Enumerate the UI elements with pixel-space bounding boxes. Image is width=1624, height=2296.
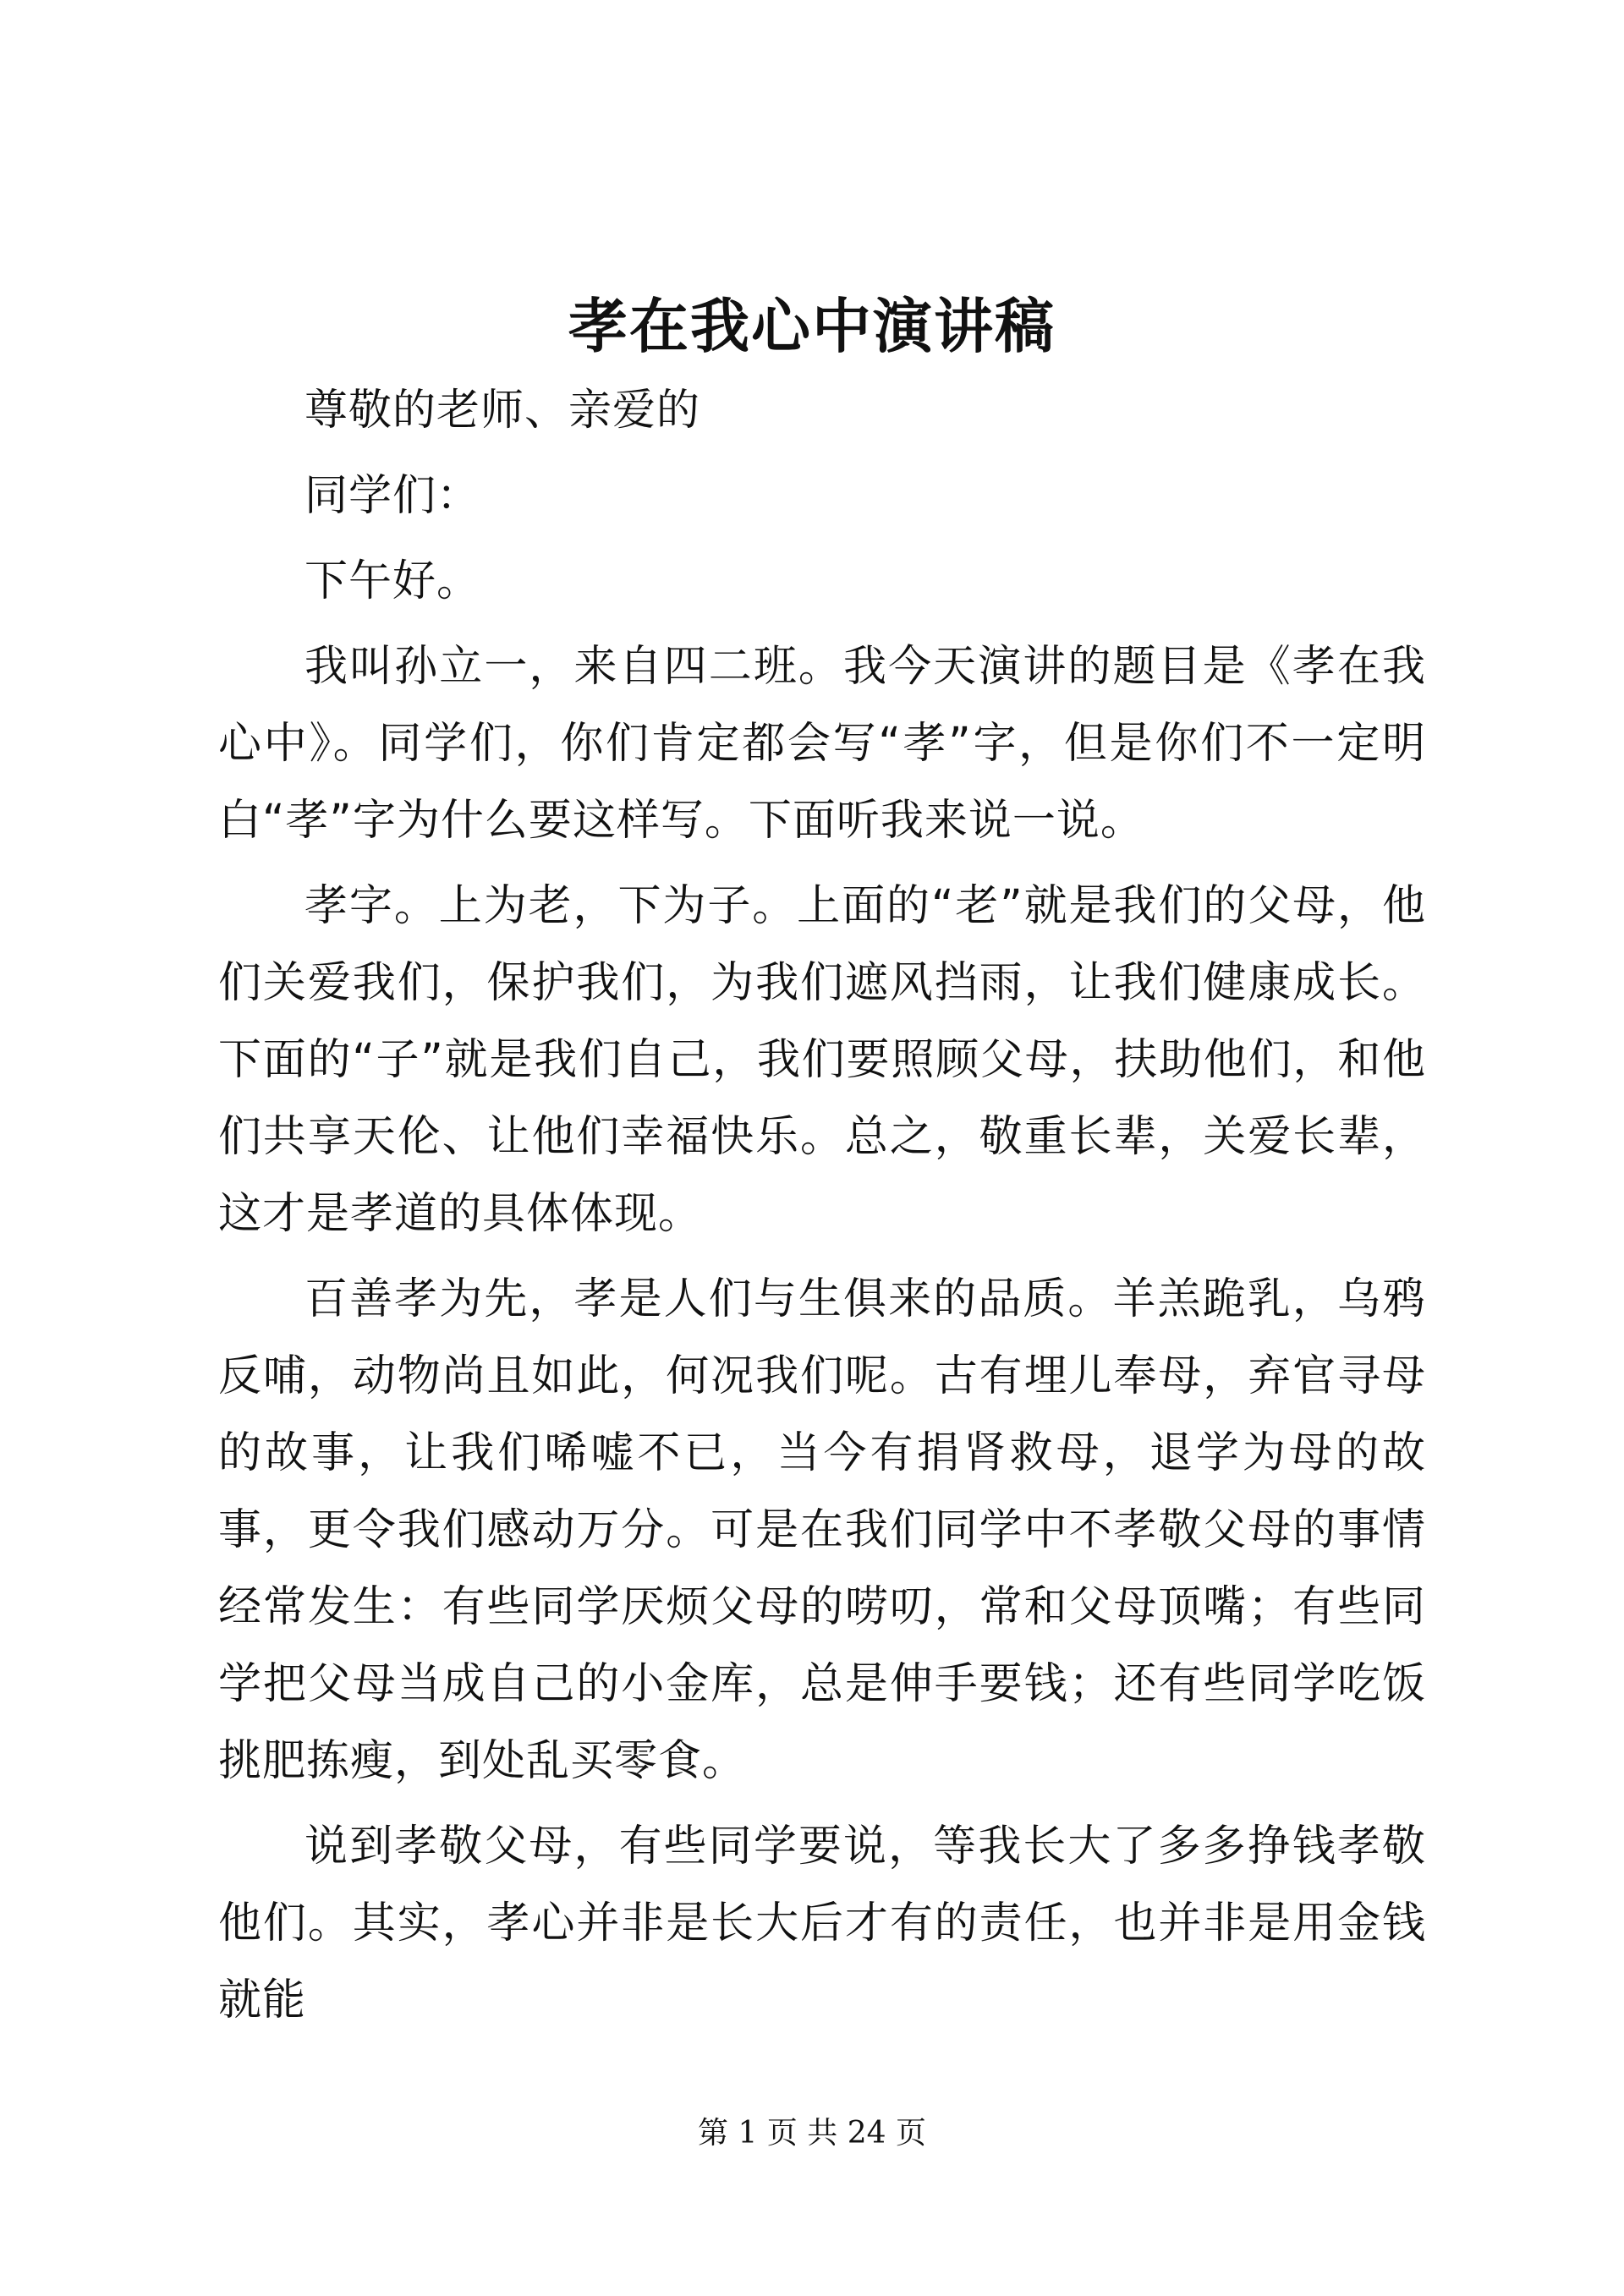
paragraph-responsibility: 说到孝敬父母，有些同学要说，等我长大了多多挣钱孝敬他们。其实，孝心并非是长大后才有的责任，也并非是用金钱就能: [218, 1822, 1426, 2025]
paragraph-meaning: 孝字。上为老，下为子。上面的“老”就是我们的父母，他们关爱我们，保护我们，为我们遮风挡雨，让我们健康成长。下面的“子”就是我们自己，我们要照顾父母，扶助他们，和他们共享天伦、让他们幸福快乐。总之，敬重长辈，关爱长辈，这才是孝道的具体体现。: [218, 881, 1426, 1239]
page-number-footer: 第 1 页 共 24 页: [698, 2116, 926, 2151]
paragraph-greeting-continued: 同学们：: [304, 471, 481, 521]
document-body: [218, 372, 1426, 2047]
paragraph-introduction: 我叫孙立一，来自四二班。我今天演讲的题目是《孝在我心中》。同学们，你们肯定都会写“孝”字，但是你们不一定明白“孝”字为什么要这样写。下面听我来说一说。: [218, 642, 1426, 846]
document-title: 孝在我心中演讲稿: [568, 291, 1056, 361]
paragraph-salutation: 下午好。: [304, 556, 481, 606]
paragraph-greeting: 尊敬的老师、亲爱的: [304, 386, 701, 436]
paragraph-examples: 百善孝为先，孝是人们与生俱来的品质。羊羔跪乳，乌鸦反哺，动物尚且如此，何况我们呢。古有埋儿奉母，弃官寻母的故事，让我们唏嘘不已，当今有捐肾救母，退学为母的故事，更令我们感动万分。可是在我们同学中不孝敬父母的事情经常发生：有些同学厌烦父母的唠叨，常和父母顶嘴；有些同学把父母当成自己的小金库，总是伸手要钱；还有些同学吃饭挑肥拣瘦，到处乱买零食。: [218, 1274, 1426, 1786]
